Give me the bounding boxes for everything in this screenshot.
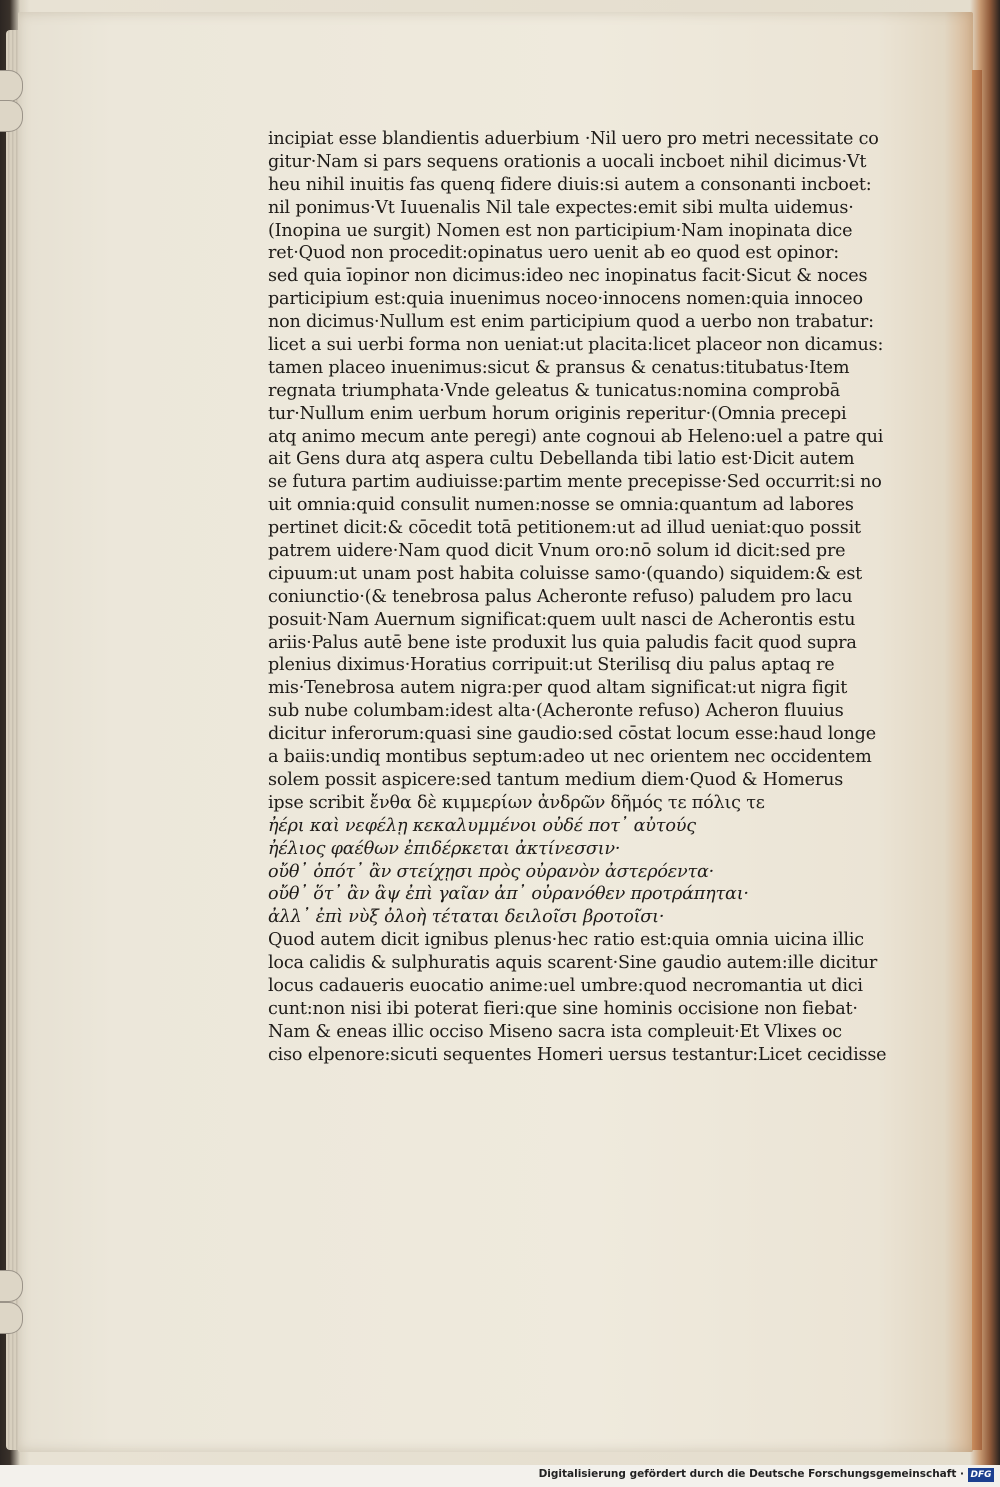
text-line: cunt:non nisi ibi poterat fieri:que sine hominis occisione non fiebat· [268, 998, 858, 1019]
text-line: tur·Nullum enim uerbum horum originis reperitur·(Omnia precepi [268, 403, 847, 424]
footer-bar [0, 1465, 1000, 1487]
text-line: ret·Quod non procedit:opinatus uero uenit ab eo quod est opinor: [268, 243, 840, 264]
footer-credit-text: Digitalisierung gefördert durch die Deutsche Forschungsgemeinschaft · [538, 1468, 964, 1480]
text-line: locus cadaueris euocatio anime:uel umbre:quod necromantia ut dici [268, 975, 863, 996]
page-tab-2 [0, 100, 23, 132]
printed-text-block [268, 128, 887, 1067]
text-line: uit omnia:quid consulit numen:nosse se omnia:quantum ad labores [268, 495, 854, 516]
greek-text-line: ἠέρι καὶ νεφέλῃ κεκαλυμμένοι οὐδέ ποτ᾽ αὐτούς [268, 815, 696, 836]
page-tab-1 [0, 70, 23, 102]
text-line: atq animo mecum ante peregi) ante cognoui ab Heleno:uel a patre qui [268, 426, 884, 447]
greek-text-line: ἠέλιος φαέθων ἐπιδέρκεται ἀκτίνεσσιν· [268, 838, 621, 859]
text-line: nil ponimus·Vt Iuuenalis Nil tale expectes:emit sibi multa uidemus· [268, 197, 854, 218]
text-line: licet a sui uerbi forma non ueniat:ut placita:licet placeor non dicamus: [268, 335, 884, 356]
text-line: coniunctio·(& tenebrosa palus Acheronte refuso) paludem pro lacu [268, 586, 853, 607]
text-line: pertinet dicit:& cōcedit totā petitionem:ut ad illud ueniat:quo possit [268, 518, 861, 539]
text-line: loca calidis & sulphuratis aquis scarent·Sine gaudio autem:ille dicitur [268, 953, 878, 974]
dfg-logo: DFG [968, 1468, 994, 1482]
binding-edge [972, 70, 982, 1450]
text-line: posuit·Nam Auernum significat:quem uult nasci de Acherontis estu [268, 609, 856, 630]
greek-text-line: ἀλλ᾽ ἐπὶ νὺξ ὀλοὴ τέταται δειλοῖσι βροτοῖσι· [268, 907, 665, 928]
text-line: non dicimus·Nullum est enim participium quod a uerbo non trabatur: [268, 312, 874, 333]
greek-text-line: οὔθ᾽ ὁπότ᾽ ἂν στείχῃσι πρὸς οὐρανὸν ἀστερόεντα· [268, 861, 715, 882]
text-line: dicitur inferorum:quasi sine gaudio:sed cōstat locum esse:haud longe [268, 724, 876, 745]
text-line: Nam & eneas illic occiso Miseno sacra ista compleuit·Et Vlixes oc [268, 1021, 842, 1042]
text-line: ciso elpenore:sicuti sequentes Homeri uersus testantur:Licet cecidisse [268, 1044, 887, 1065]
page-tab-4 [0, 1302, 23, 1334]
text-line: gitur·Nam si pars sequens orationis a uocali incboet nihil dicimus·Vt [268, 151, 867, 172]
text-line: sub nube columbam:idest alta·(Acheronte refuso) Acheron fluuius [268, 701, 844, 722]
text-line: Quod autem dicit ignibus plenus·hec ratio est:quia omnia uicina illic [268, 930, 864, 951]
text-line: heu nihil inuitis fas quenq fidere diuis:si autem a consonanti incboet: [268, 174, 872, 195]
text-line: ait Gens dura atq aspera cultu Debellanda tibi latio est·Dicit autem [268, 449, 855, 470]
text-line: plenius diximus·Horatius corripuit:ut Sterilisq diu palus aptaq re [268, 655, 835, 676]
text-line: ipse scribit ἔνθα δὲ κιμμερίων ἀνδρῶν δῆμός τε πόλις τε [268, 792, 765, 813]
text-line: a baiis:undiq montibus septum:adeo ut nec orientem nec occidentem [268, 747, 872, 768]
text-line: solem possit aspicere:sed tantum medium diem·Quod & Homerus [268, 769, 844, 790]
text-line: (Inopina ue surgit) Nomen est non participium·Nam inopinata dice [268, 220, 853, 241]
text-line: incipiat esse blandientis aduerbium ·Nil uero pro metri necessitate co [268, 129, 879, 149]
text-line: se futura partim audiuisse:partim mente precepisse·Sed occurrit:si no [268, 472, 882, 493]
greek-text-line: οὔθ᾽ ὅτ᾽ ἂν ἂψ ἐπὶ γαῖαν ἀπ᾽ οὐρανόθεν προτράπηται· [268, 884, 749, 905]
text-line: cipuum:ut unam post habita coluisse samo·(quando) siquidem:& est [268, 563, 863, 584]
text-line: patrem uidere·Nam quod dicit Vnum oro:nō solum id dicit:sed pre [268, 541, 846, 562]
text-line: sed quia īopinor non dicimus:ideo nec inopinatus facit·Sicut & noces [268, 266, 868, 287]
text-line: participium est:quia inuenimus noceo·innocens nomen:quia innoceo [268, 289, 863, 310]
page-tab-3 [0, 1270, 23, 1302]
text-line: mis·Tenebrosa autem nigra:per quod altam significat:ut nigra figit [268, 678, 848, 699]
text-line: tamen placeo inuenimus:sicut & pransus & cenatus:titubatus·Item [268, 357, 850, 378]
text-line: ariis·Palus autē bene iste produxit lus quia paludis facit quod supra [268, 632, 857, 653]
text-line: regnata triumphata·Vnde geleatus & tunicatus:nomina comprobā [268, 380, 841, 401]
